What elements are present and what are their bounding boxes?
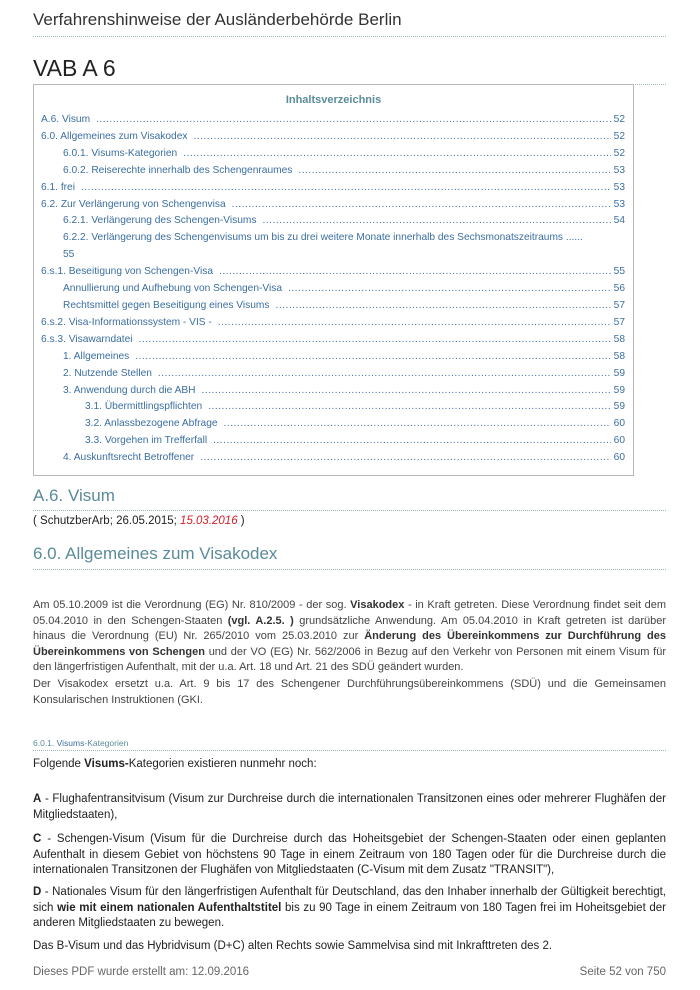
toc-entry-label: 6.0.2. Reiserechte innerhalb des Schengenraumes bbox=[63, 164, 293, 176]
footer-created-date: Dieses PDF wurde erstellt am: 12.09.2016 bbox=[33, 966, 250, 978]
toc-entry[interactable] bbox=[41, 213, 625, 230]
visa-category-d: D - Nationales Visum für den längerfristigen Aufenthalt für Deutschland, das den Inhaber innerhalb der Gültigkeit berechtigt, sich wie mit einem nationalen Aufenthaltstitel bis zu 90 Tage in einem Zeitraum von 180 Tagen frei im Hoheitsgebiet der anderen Mitgliedstaaten zu bewegen. bbox=[33, 886, 667, 929]
toc-entry-label: 6.2.2. Verlängerung des Schengenvisums um bis zu drei weitere Monate innerhalb des Sechsmonatszeitraums bbox=[63, 232, 564, 244]
toc-entry-page: 53 bbox=[613, 164, 625, 176]
toc-entry-page: 53 bbox=[613, 181, 625, 193]
section-heading-a6: A.6. Visum bbox=[33, 486, 115, 505]
toc-entry[interactable] bbox=[41, 197, 625, 214]
toc-entry[interactable] bbox=[41, 349, 625, 366]
toc-entry-page: 59 bbox=[613, 384, 625, 396]
table-of-contents bbox=[33, 84, 634, 476]
toc-entry-page: 53 bbox=[613, 198, 625, 210]
toc-entry-page: 59 bbox=[613, 367, 625, 379]
paragraph-transition: Das B-Visum und das Hybridvisum (D+C) alten Rechts sowie Sammelvisa sind mit Inkrafttreten des 2. bbox=[33, 940, 553, 952]
toc-entry[interactable] bbox=[41, 366, 625, 383]
toc-entry-page: 52 bbox=[613, 114, 625, 125]
toc-entry-label: 6.s.1. Beseitigung von Schengen-Visa bbox=[41, 266, 213, 278]
toc-entry[interactable] bbox=[41, 146, 625, 163]
toc-entry-label: 3.1. Übermittlingspflichten bbox=[85, 401, 203, 413]
toc-entry[interactable] bbox=[41, 450, 625, 467]
toc-entry-page: 52 bbox=[613, 130, 625, 142]
header-divider bbox=[33, 36, 666, 37]
toc-entry[interactable] bbox=[41, 416, 625, 433]
subsection-divider bbox=[33, 750, 666, 751]
toc-entry-label: 3.3. Vorgehen im Trefferfall bbox=[85, 435, 208, 447]
footer-page-number: Seite 52 von 750 bbox=[579, 966, 666, 978]
toc-entry[interactable] bbox=[41, 399, 625, 416]
toc-entry[interactable] bbox=[41, 383, 625, 400]
paragraph-intro: Folgende Visums-Kategorien existieren nunmehr noch: bbox=[33, 758, 317, 770]
toc-entry[interactable] bbox=[41, 180, 625, 197]
toc-entry-label: A.6. Visum bbox=[41, 114, 91, 125]
toc-entry[interactable] bbox=[41, 315, 625, 332]
toc-entry-label: 6.0. Allgemeines zum Visakodex bbox=[41, 130, 188, 142]
toc-entry[interactable] bbox=[41, 281, 625, 298]
toc-entry-label: 6.2.1. Verlängerung des Schengen-Visums bbox=[63, 215, 257, 227]
toc-entry-label: 3.2. Anlassbezogene Abfrage bbox=[85, 418, 218, 430]
toc-entry-label: 6.1. frei bbox=[41, 181, 75, 193]
toc-entry-label: 6.s.2. Visa-Informationssystem - VIS - bbox=[41, 316, 212, 328]
toc-entry[interactable] bbox=[41, 112, 625, 129]
toc-list bbox=[41, 112, 625, 467]
toc-entry-label: 6.2. Zur Verlängerung von Schengenvisa bbox=[41, 198, 226, 210]
toc-entry-page: 56 bbox=[613, 283, 625, 295]
paragraph-visakodex: Am 05.10.2009 ist die Verordnung (EG) Nr. 810/2009 - der sog. Visakodex - in Kraft getreten. Diese Verordnung findet seit dem 05.04.2010 in den Schengen-Staaten (vgl. A.2.5. ) grundsätzliche Anwendung. Am 05.04.2010 in Kraft getreten ist darüber hinaus die Verordnung (EU) Nr. 265/2010 vom 25.03.2010 zur Änderung des Übereinkommens zur Durchführung des Übereinkommens von Schengen und der VO (EG) Nr. 562/2006 in Bezug auf den Verkehr von Personen mit einem Visum für den längerfristigen Aufenthalt, mit der u.a. Art. 18 und Art. 21 des SDÜ geändert wurden. bbox=[33, 599, 667, 674]
section-divider bbox=[33, 510, 666, 511]
toc-entry-page: 58 bbox=[613, 333, 625, 345]
toc-entry-page: 55 bbox=[613, 266, 625, 278]
toc-entry-page: 52 bbox=[613, 147, 625, 159]
toc-entry[interactable] bbox=[41, 332, 625, 349]
toc-heading: Inhaltsverzeichnis bbox=[285, 94, 382, 106]
toc-entry[interactable] bbox=[41, 230, 625, 264]
toc-entry[interactable] bbox=[41, 129, 625, 146]
visa-category-a: A - Flughafentransitvisum (Visum zur Durchreise durch die internationalen Transitzonen eines oder mehrerer Flughäfen der Mitgliedstaaten), bbox=[33, 793, 666, 821]
toc-entry-page: 57 bbox=[613, 316, 625, 328]
revision-dates: ( SchutzberArb; 26.05.2015; 15.03.2016 ) bbox=[33, 515, 245, 527]
toc-entry-label: 2. Nutzende Stellen bbox=[63, 367, 152, 379]
toc-entry-page: 60 bbox=[613, 435, 625, 447]
section-heading-60: 6.0. Allgemeines zum Visakodex bbox=[33, 544, 278, 563]
toc-entry-label: 4. Auskunftsrecht Betroffener bbox=[63, 452, 195, 464]
toc-entry-page: 58 bbox=[613, 350, 625, 362]
toc-entry-label: 1. Allgemeines bbox=[63, 350, 130, 362]
toc-entry-label: 6.0.1. Visums-Kategorien bbox=[63, 147, 178, 159]
header-title: Verfahrenshinweise der Ausländerbehörde Berlin bbox=[33, 10, 402, 29]
toc-entry-page: 59 bbox=[613, 401, 625, 413]
document-title: VAB A 6 bbox=[33, 55, 116, 81]
toc-entry-page: 55 bbox=[63, 249, 75, 261]
visa-category-c: C - Schengen-Visum (Visum für die Durchreise durch das Hoheitsgebiet der Schengen-Staaten oder einen geplanten Aufenthalt in diesem Gebiet von höchstens 90 Tage in einem Zeitraum von 180 Tagen oder für die Durchreise durch die internationalen Transitzonen der Flughäfen von Mitgliedstaaten (C-Visum mit dem Zusatz "TRANSIT"), bbox=[33, 833, 666, 876]
toc-entry-page: 57 bbox=[613, 299, 625, 311]
paragraph-sdue: Der Visakodex ersetzt u.a. Art. 9 bis 17 des Schengener Durchführungsübereinkommens (SDÜ) und die Gemeinsamen Konsularischen Instruktionen (GKI. bbox=[33, 678, 666, 706]
toc-entry-page: 60 bbox=[613, 418, 625, 430]
toc-entry-dots: ...... bbox=[565, 232, 583, 244]
toc-entry-label: Rechtsmittel gegen Beseitigung eines Visums bbox=[63, 299, 270, 311]
toc-entry[interactable] bbox=[41, 298, 625, 315]
toc-entry-page: 60 bbox=[613, 452, 625, 464]
toc-entry-page: 54 bbox=[613, 215, 625, 227]
toc-entry-label: Annullierung und Aufhebung von Schengen-Visa bbox=[63, 283, 283, 295]
toc-entry-label: 6.s.3. Visawarndatei bbox=[41, 333, 133, 345]
subsection-heading-601: 6.0.1. Visums-Kategorien bbox=[33, 738, 129, 748]
toc-entry[interactable] bbox=[41, 264, 625, 281]
toc-entry-label: 3. Anwendung durch die ABH bbox=[63, 384, 196, 396]
toc-entry[interactable] bbox=[41, 163, 625, 180]
page-footer bbox=[33, 966, 666, 978]
section-divider bbox=[33, 569, 666, 570]
toc-entry[interactable] bbox=[41, 433, 625, 450]
